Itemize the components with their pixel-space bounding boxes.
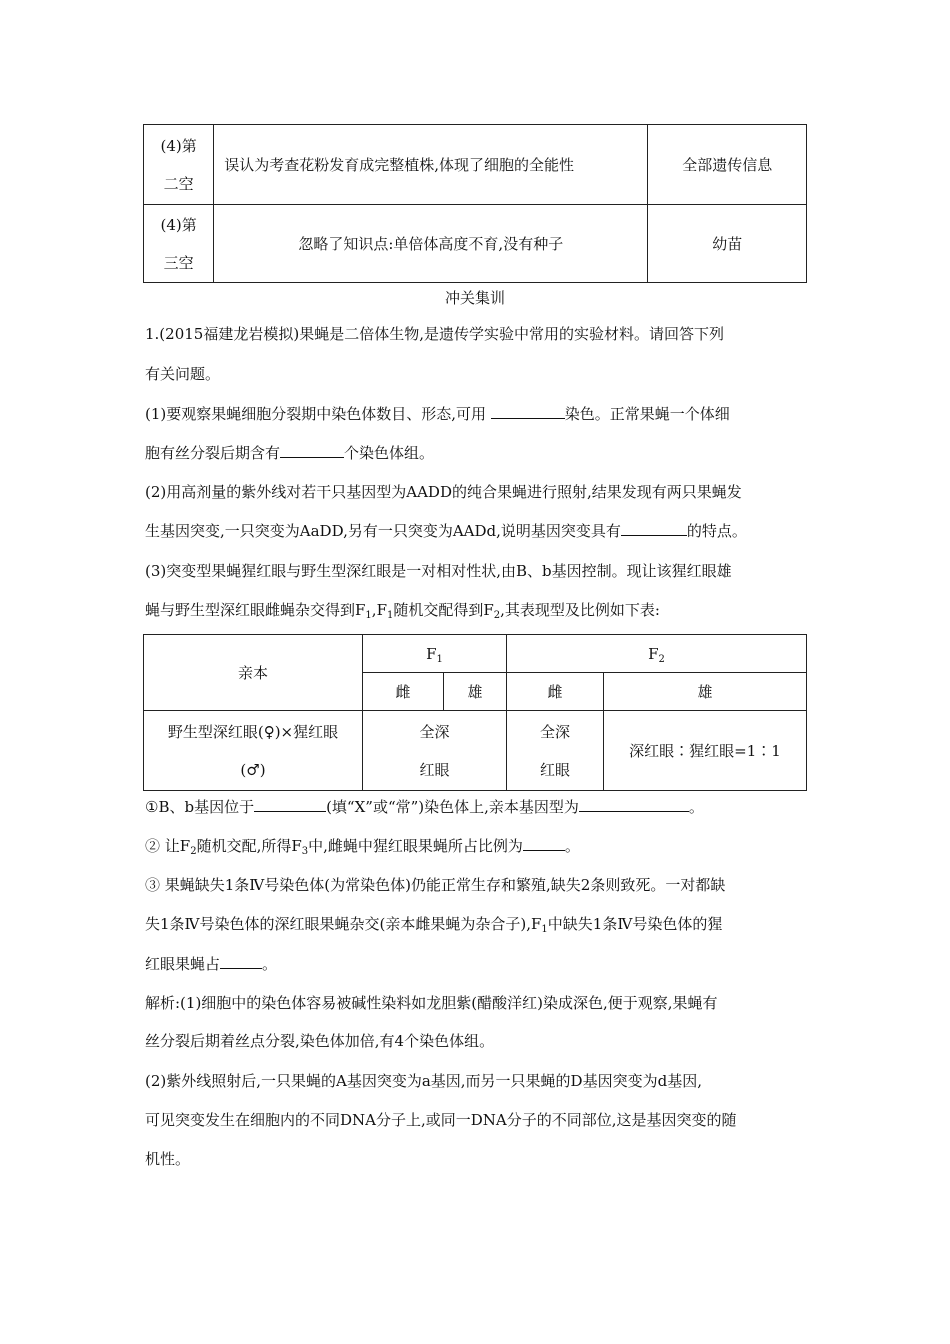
answer-blank[interactable] [254, 797, 326, 812]
f2-female-header: 雌 [507, 673, 604, 711]
subquestion-3-cont: 蝇与野生型深红眼雌蝇杂交得到$F_1,F_1$随机交配得到$F_2$,其表现型及比例如下表: [145, 601, 660, 621]
answer-blank[interactable] [220, 954, 262, 969]
header-f1: $F_1$ [363, 635, 507, 673]
error-cause: 误认为考查花粉发育成完整植株,体现了细胞的全能性 [214, 125, 648, 205]
subquestion-2: (2)用高剂量的紫外线对若干只基因型为AADD的纯合果蝇进行照射,结果发现有两只果蝇发 [145, 483, 742, 501]
f2-male-header: 雄 [604, 673, 807, 711]
table-row [144, 205, 807, 283]
f1-female-header: 雌 [363, 673, 444, 711]
table-header-row [144, 635, 807, 673]
correct-answer: 全部遗传信息 [648, 125, 807, 205]
answer-blank[interactable] [491, 404, 565, 419]
error-analysis-table [143, 124, 807, 283]
question-intro-cont: 有关问题。 [145, 365, 221, 383]
answer-blank[interactable] [579, 797, 689, 812]
analysis-2-cont: 可见突变发生在细胞内的不同DNA分子上,或同一DNA分子的不同部位,这是基因突变的随 [145, 1111, 737, 1129]
subitem-1: ①B、b基因位于 (填“X”或“常”)染色体上,亲本基因型为 。 [145, 798, 704, 816]
subitem-3-cont: 失1条Ⅳ号染色体的深红眼果蝇杂交(亲本雌果蝇为杂合子)$,F_1$中缺失1条Ⅳ号染色体的猩 [145, 915, 723, 935]
subitem-2: ② 让$F_2$随机交配,所得$F_3$中,雌蝇中猩红眼果蝇所占比例为 。 [145, 837, 580, 857]
table-row [144, 125, 807, 205]
answer-blank[interactable] [280, 443, 344, 458]
subquestion-3: (3)突变型果蝇猩红眼与野生型深红眼是一对相对性状,由B、b基因控制。现让该猩红眼雄 [145, 562, 732, 580]
analysis-1: 解析:(1)细胞中的染色体容易被碱性染料如龙胆紫(醋酸洋红)染成深色,便于观察,果蝇有 [145, 994, 718, 1012]
error-cause: 忽略了知识点:单倍体高度不育,没有种子 [214, 205, 648, 283]
question-label: (4)第 三空 [144, 205, 214, 283]
parent-cross: 野生型深红眼(♀)×猩红眼 (♂) [144, 711, 363, 791]
analysis-2: (2)紫外线照射后,一只果蝇的A基因突变为a基因,而另一只果蝇的D基因突变为d基因, [145, 1072, 702, 1090]
question-intro: 1.(2015福建龙岩模拟)果蝇是二倍体生物,是遗传学实验中常用的实验材料。请回答下列 [145, 325, 724, 343]
f2-female-phenotype: 全深 红眼 [507, 711, 604, 791]
f1-phenotype: 全深 红眼 [363, 711, 507, 791]
cross-result-table [143, 634, 807, 791]
section-title: 冲关集训 [444, 289, 505, 307]
header-parent: 亲本 [144, 635, 363, 711]
subitem-3: ③ 果蝇缺失1条Ⅳ号染色体(为常染色体)仍能正常生存和繁殖,缺失2条则致死。一对都缺 [145, 876, 726, 894]
header-f2: $F_2$ [507, 635, 807, 673]
f1-male-header: 雄 [444, 673, 507, 711]
subquestion-2-cont: 生基因突变,一只突变为AaDD,另有一只突变为AADd,说明基因突变具有 的特点。 [145, 522, 747, 540]
subitem-3-cont2: 红眼果蝇占 。 [145, 955, 278, 973]
correct-answer: 幼苗 [648, 205, 807, 283]
subquestion-1-cont: 胞有丝分裂后期含有 个染色体组。 [145, 444, 435, 462]
analysis-2-cont2: 机性。 [145, 1150, 191, 1168]
answer-blank[interactable] [621, 521, 687, 536]
answer-blank[interactable] [523, 836, 565, 851]
analysis-1-cont: 丝分裂后期着丝点分裂,染色体加倍,有4个染色体组。 [145, 1032, 495, 1050]
question-label: (4)第 二空 [144, 125, 214, 205]
subquestion-1: (1)要观察果蝇细胞分裂期中染色体数目、形态,可用 染色。正常果蝇一个体细 [145, 405, 730, 423]
f2-male-phenotype: 深红眼∶猩红眼=1∶1 [604, 711, 807, 791]
table-row [144, 711, 807, 791]
